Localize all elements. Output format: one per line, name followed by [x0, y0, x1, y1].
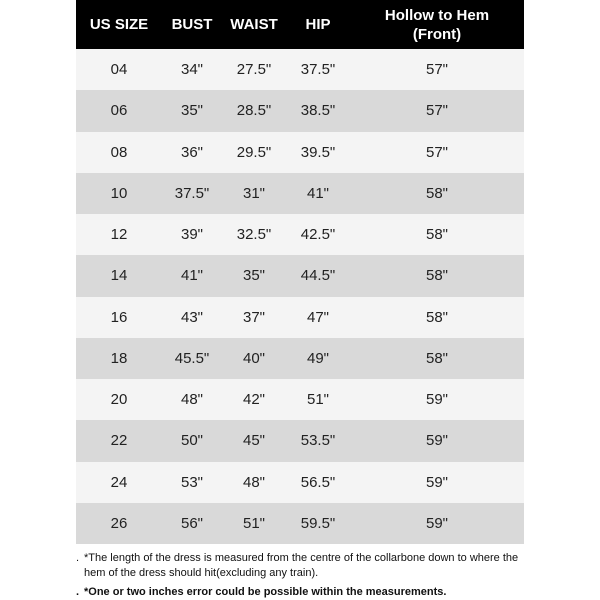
table-row: [76, 90, 524, 131]
cell-hollow-to-hem: 58": [425, 184, 448, 202]
cell-hollow-to-hem: 57": [425, 102, 448, 120]
cell-bust: 39": [180, 226, 203, 244]
cell-waist: 51": [242, 514, 265, 532]
cell-bust: 41": [180, 267, 203, 285]
cell-bust: 36": [180, 143, 203, 161]
cell-waist: 28.5": [236, 102, 272, 120]
cell-us-size: 24: [110, 473, 128, 491]
cell-us-size: 16: [110, 308, 128, 326]
cell-waist: 32.5": [236, 226, 272, 244]
cell-us-size: 06: [110, 102, 128, 120]
table-row: [76, 338, 524, 379]
cell-hip: 53.5": [300, 432, 336, 450]
header-waist: WAIST: [230, 16, 278, 33]
cell-hip: 38.5": [300, 102, 336, 120]
cell-bust: 53": [180, 473, 203, 491]
cell-hollow-to-hem: 57": [425, 61, 448, 79]
cell-hollow-to-hem: 59": [425, 514, 448, 532]
cell-bust: 34": [180, 61, 203, 79]
cell-us-size: 12: [110, 226, 128, 244]
header-bust: BUST: [171, 16, 213, 33]
note-bullet: .: [76, 552, 80, 564]
cell-hollow-to-hem: 58": [425, 308, 448, 326]
cell-hip: 51": [306, 391, 329, 409]
size-chart: [76, 0, 524, 544]
cell-waist: 31": [242, 184, 265, 202]
header-hollow-to-hem: [350, 6, 524, 44]
notes: [76, 551, 536, 600]
cell-hollow-to-hem: 59": [425, 391, 448, 409]
note-error: [76, 585, 536, 600]
cell-us-size: 04: [110, 61, 128, 79]
table-row: [76, 297, 524, 338]
cell-us-size: 10: [110, 184, 128, 202]
cell-hip: 49": [306, 349, 329, 367]
table-row: [76, 503, 524, 544]
table-row: [76, 173, 524, 214]
cell-waist: 45": [242, 432, 265, 450]
table-row: [76, 420, 524, 461]
cell-hollow-to-hem: 58": [425, 349, 448, 367]
header-us-size: US SIZE: [89, 16, 149, 33]
note-length-text: *The length of the dress is measured from the centre of the collarbone down to where the hem of the dress should hit(excluding any train).: [84, 552, 519, 579]
cell-us-size: 18: [110, 349, 128, 367]
cell-hip: 47": [306, 308, 329, 326]
size-chart-body: [76, 49, 524, 544]
cell-bust: 48": [180, 391, 203, 409]
cell-bust: 35": [180, 102, 203, 120]
note-bullet: .: [76, 586, 80, 598]
cell-hip: 42.5": [300, 226, 336, 244]
cell-bust: 50": [180, 432, 203, 450]
note-error-text: *One or two inches error could be possible within the measurements.: [84, 586, 447, 598]
cell-bust: 37.5": [174, 184, 210, 202]
table-row: [76, 49, 524, 90]
cell-waist: 40": [242, 349, 265, 367]
cell-bust: 56": [180, 514, 203, 532]
cell-waist: 27.5": [236, 61, 272, 79]
cell-hollow-to-hem: 58": [425, 226, 448, 244]
cell-waist: 29.5": [236, 143, 272, 161]
table-row: [76, 255, 524, 296]
cell-waist: 35": [242, 267, 265, 285]
cell-bust: 43": [180, 308, 203, 326]
cell-hip: 56.5": [300, 473, 336, 491]
cell-waist: 48": [242, 473, 265, 491]
cell-waist: 37": [242, 308, 265, 326]
table-row: [76, 379, 524, 420]
header-hip: HIP: [305, 16, 331, 33]
cell-hollow-to-hem: 57": [425, 143, 448, 161]
cell-us-size: 22: [110, 432, 128, 450]
note-length: [76, 551, 536, 581]
cell-waist: 42": [242, 391, 265, 409]
size-chart-header: [76, 0, 524, 49]
cell-hip: 39.5": [300, 143, 336, 161]
cell-hip: 59.5": [300, 514, 336, 532]
cell-hollow-to-hem: 58": [425, 267, 448, 285]
table-row: [76, 214, 524, 255]
table-row: [76, 462, 524, 503]
header-hollow-to-hem-line1: Hollow to Hem: [384, 6, 490, 24]
cell-us-size: 14: [110, 267, 128, 285]
cell-hip: 37.5": [300, 61, 336, 79]
cell-hip: 41": [306, 184, 329, 202]
cell-us-size: 08: [110, 143, 128, 161]
header-hollow-to-hem-line2: (Front): [412, 25, 462, 43]
table-row: [76, 132, 524, 173]
cell-bust: 45.5": [174, 349, 210, 367]
cell-hollow-to-hem: 59": [425, 432, 448, 450]
cell-hip: 44.5": [300, 267, 336, 285]
cell-us-size: 26: [110, 514, 128, 532]
cell-hollow-to-hem: 59": [425, 473, 448, 491]
cell-us-size: 20: [110, 391, 128, 409]
